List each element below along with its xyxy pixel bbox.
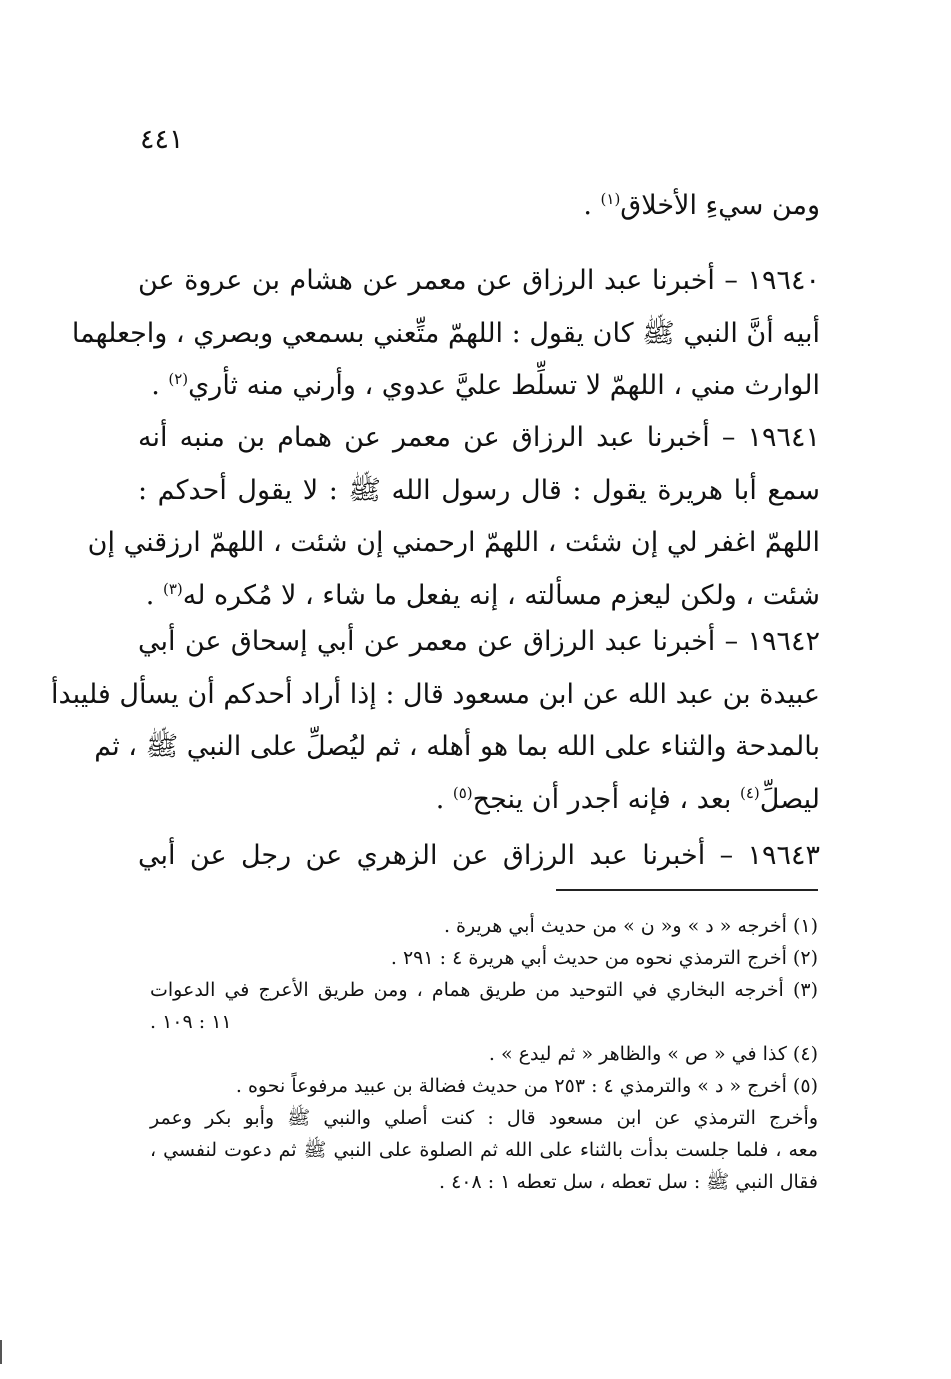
intro-text: ومن سيءِ الأخلاق — [620, 190, 820, 221]
intro-paragraph — [138, 180, 820, 233]
footnote-5-line2: وأخرج الترمذي عن ابن مسعود قال : كنت أصلي والنبي ﷺ وأبو بكر وعمر — [150, 1107, 818, 1129]
hadith-19640-line3: الوارث مني ، اللهمّ لا تسلِّط عليَّ عدوي ، وأرني منه ثأري — [188, 370, 820, 401]
footnote-3-line1: (٣) أخرجه البخاري في التوحيد من طريق همام ، ومن طريق الأعرج في الدعوات — [150, 979, 818, 1001]
hadith-19642-end: . — [435, 783, 453, 815]
hadith-19640-line1: ١٩٦٤٠ – أخبرنا عبد الرزاق عن معمر عن هشام بن عروة عن — [138, 265, 820, 296]
hadith-19641-end: . — [145, 579, 163, 611]
footnote-5-line3: معه ، فلما جلست بدأت بالثناء على الله ثم الصلوة على النبي ﷺ ثم دعوت لنفسي ، — [150, 1139, 818, 1161]
hadith-19643-line1: ١٩٦٤٣ – أخبرنا عبد الرزاق عن الزهري عن رجل عن أبي — [138, 840, 820, 871]
hadith-19641-line1: ١٩٦٤١ – أخبرنا عبد الرزاق عن معمر عن همام بن منبه أنه — [138, 422, 820, 453]
hadith-19642-line2: عبيدة بن عبد الله عن ابن مسعود قال : إذا أراد أحدكم أن يسأل فليبدأ — [50, 678, 820, 710]
hadith-19642-line1: ١٩٦٤٢ – أخبرنا عبد الرزاق عن معمر عن أبي إسحاق عن أبي — [138, 626, 820, 657]
footnote-4: (٤) كذا في « ص » والظاهر « ثم ليدع » . — [488, 1043, 818, 1065]
hadith-19642-line3: بالمدحة والثناء على الله بما هو أهله ، ثم ليُصلِّ على النبي ﷺ ، ثم — [94, 731, 820, 762]
hadith-19641-line2: سمع أبا هريرة يقول : قال رسول الله ﷺ : لا يقول أحدكم : — [138, 474, 820, 506]
hadith-19641-line4: شئت ، ولكن ليعزم مسألته ، إنه يفعل ما شاء ، لا مُكره له — [182, 579, 820, 611]
footnote-ref-1: (١) — [600, 190, 621, 208]
footnote-3-line2: ١١ : ١٠٩ . — [150, 1011, 232, 1033]
hadith-19642-line4b: بعد ، فإنه أجدر أن ينجح — [472, 783, 740, 815]
hadith-19640 — [71, 255, 820, 413]
hadith-19642 — [50, 616, 820, 826]
hadith-19643 — [138, 830, 820, 883]
hadith-19641-line3: اللهمّ اغفر لي إن شئت ، اللهمّ ارحمني إن شئت ، اللهمّ ارزقني إن — [87, 527, 820, 558]
footnote-ref-4: (٤) — [739, 783, 760, 802]
footnote-2: (٢) أخرج الترمذي نحوه من حديث أبي هريرة ٤ : ٢٩١ . — [390, 947, 818, 969]
footnote-1: (١) أخرجه « د » و« ن » من حديث أبي هريرة . — [443, 915, 818, 937]
footnote-5-line4: فقال النبي ﷺ : سل تعطه ، سل تعطه ١ : ٤٠٨ . — [439, 1171, 818, 1193]
hadith-19640-end: . — [151, 370, 169, 401]
intro-end: . — [583, 190, 601, 221]
footnotes — [150, 910, 818, 1198]
hadith-19642-line4a: ليصلِّ — [759, 783, 820, 815]
footnote-divider — [556, 889, 818, 891]
footnote-ref-2: (٢) — [168, 370, 189, 388]
footnote-5-line1: (٥) أخرج « د » والترمذي ٤ : ٢٥٣ من حديث فضالة بن عبيد مرفوعاً نحوه . — [235, 1075, 818, 1097]
hadith-19641 — [87, 412, 820, 622]
page-number: ٤٤١ — [140, 124, 184, 155]
footnote-ref-5: (٥) — [452, 783, 473, 802]
footnote-ref-3: (٣) — [162, 579, 183, 598]
hadith-19640-line2: أبيه أنَّ النبي ﷺ كان يقول : اللهمّ متِّعني بسمعي وبصري ، واجعلهما — [71, 317, 820, 349]
scan-edge-mark — [0, 1340, 2, 1364]
